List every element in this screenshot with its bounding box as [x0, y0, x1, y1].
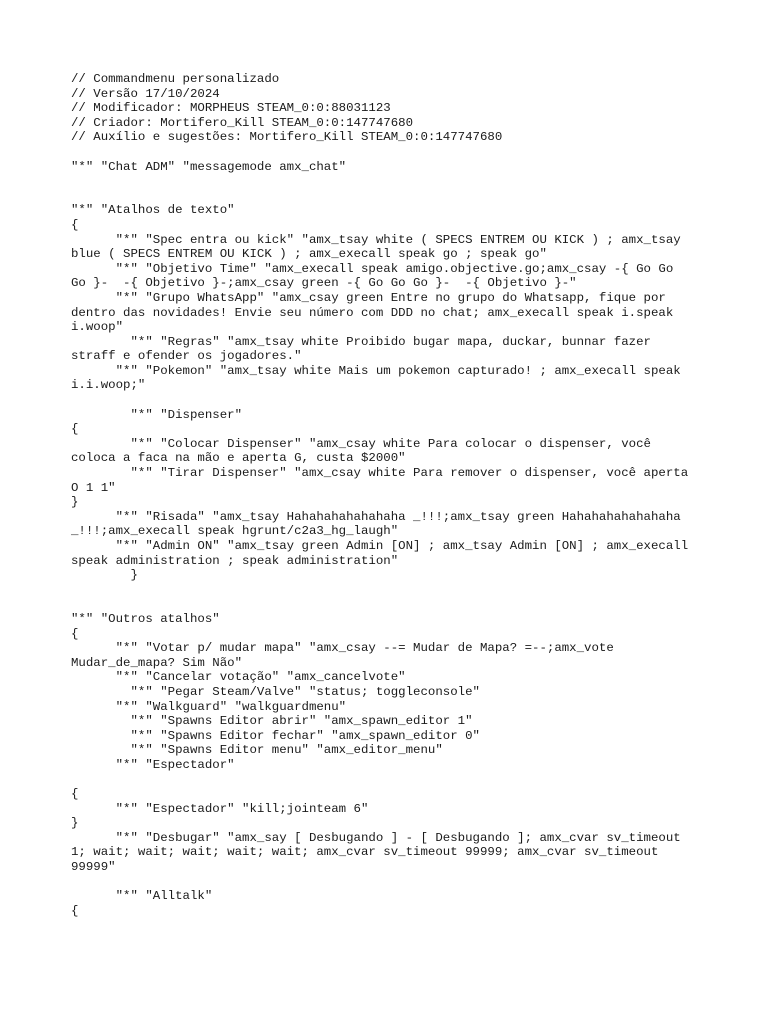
document-line: "*" "Colocar Dispenser" "amx_csay white Para colocar o dispenser, você: [71, 436, 651, 451]
document-line: // Versão 17/10/2024: [71, 86, 220, 101]
document-line: "*" "Dispenser": [71, 407, 243, 422]
document-line: "*" "Atalhos de texto": [71, 203, 235, 218]
document-line: {: [71, 422, 79, 437]
document-line: "*" "Spec entra ou kick" "amx_tsay white ( SPECS ENTREM OU KICK ) ; amx_tsay: [71, 232, 681, 247]
blank-line: [71, 597, 711, 612]
document-line: "*" "Spawns Editor fechar" "amx_spawn_editor 0": [71, 728, 480, 743]
document-line: // Criador: Mortifero_Kill STEAM_0:0:147747680: [71, 115, 414, 130]
document-line: {: [71, 626, 79, 641]
document-line: "*" "Chat ADM" "messagemode amx_chat": [71, 159, 347, 174]
blank-line: [71, 189, 711, 204]
document-line: Mudar_de_mapa? Sim Não": [71, 655, 243, 670]
document-line: // Commandmenu personalizado: [71, 72, 280, 86]
document-line: speak administration ; speak administration": [71, 553, 399, 568]
document-line: {: [71, 217, 79, 232]
document-line: "*" "Walkguard" "walkguardmenu": [71, 699, 347, 714]
document-body: [71, 72, 711, 918]
document-line: {: [71, 903, 79, 918]
document-line: 1; wait; wait; wait; wait; wait; amx_cvar sv_timeout 99999; amx_cvar sv_timeout: [71, 845, 659, 860]
document-line: dentro das novidades! Envie seu número com DDD no chat; amx_execall speak i.speak: [71, 305, 674, 320]
document-line: }: [71, 816, 79, 831]
document-line: }: [71, 568, 138, 583]
document-line: i.i.woop;": [71, 378, 146, 393]
blank-line: [71, 145, 711, 160]
document-line: "*" "Admin ON" "amx_tsay green Admin [ON] ; amx_tsay Admin [ON] ; amx_execall: [71, 539, 689, 553]
document-line: O 1 1": [71, 480, 116, 495]
document-line: "*" "Votar p/ mudar mapa" "amx_csay --= Mudar de Mapa? =--;amx_vote: [71, 641, 614, 656]
document-line: {: [71, 787, 79, 802]
document-line: blue ( SPECS ENTREM OU KICK ) ; amx_execall speak go ; speak go": [71, 247, 547, 262]
document-line: "*" "Tirar Dispenser" "amx_csay white Para remover o dispenser, você aperta: [71, 466, 689, 481]
document-line: straff e ofender os jogadores.": [71, 349, 302, 364]
document-line: "*" "Outros atalhos": [71, 611, 220, 626]
blank-line: [71, 393, 711, 408]
document-line: "*" "Espectador" "kill;jointeam 6": [71, 801, 369, 816]
document-line: "*" "Espectador": [71, 757, 235, 772]
document-line: coloca a faca na mão e aperta G, custa $2000": [71, 451, 406, 466]
document-line: "*" "Pegar Steam/Valve" "status; toggleconsole": [71, 684, 480, 699]
document-line: i.woop": [71, 320, 124, 335]
document-line: "*" "Pokemon" "amx_tsay white Mais um pokemon capturado! ; amx_execall speak: [71, 363, 681, 378]
document-line: }: [71, 495, 79, 510]
blank-line: [71, 174, 711, 189]
document-line: "*" "Regras" "amx_tsay white Proibido bugar mapa, duckar, bunnar fazer: [71, 334, 651, 349]
document-line: "*" "Spawns Editor menu" "amx_editor_menu": [71, 743, 443, 758]
document-line: "*" "Spawns Editor abrir" "amx_spawn_editor 1": [71, 714, 473, 729]
document-line: "*" "Risada" "amx_tsay Hahahahahahahaha _!!!;amx_tsay green Hahahahahahahaha: [71, 509, 681, 524]
document-line: _!!!;amx_execall speak hgrunt/c2a3_hg_laugh": [71, 524, 399, 539]
document-line: Go }- -{ Objetivo }-;amx_csay green -{ Go Go Go }- -{ Objetivo }-": [71, 276, 577, 291]
document-line: "*" "Desbugar" "amx_say [ Desbugando ] - [ Desbugando ]; amx_cvar sv_timeout: [71, 830, 681, 845]
document-line: "*" "Cancelar votação" "amx_cancelvote": [71, 670, 406, 685]
document-line: "*" "Grupo WhatsApp" "amx_csay green Entre no grupo do Whatsapp, fique por: [71, 290, 666, 305]
blank-line: [71, 773, 711, 788]
blank-line: [71, 875, 711, 890]
blank-line: [71, 583, 711, 598]
document-line: "*" "Alltalk": [71, 889, 213, 904]
document-line: 99999": [71, 860, 116, 875]
document-line: "*" "Objetivo Time" "amx_execall speak amigo.objective.go;amx_csay -{ Go Go: [71, 261, 674, 276]
document-line: // Auxílio e sugestões: Mortifero_Kill STEAM_0:0:147747680: [71, 130, 503, 145]
document-line: // Modificador: MORPHEUS STEAM_0:0:88031123: [71, 101, 391, 116]
